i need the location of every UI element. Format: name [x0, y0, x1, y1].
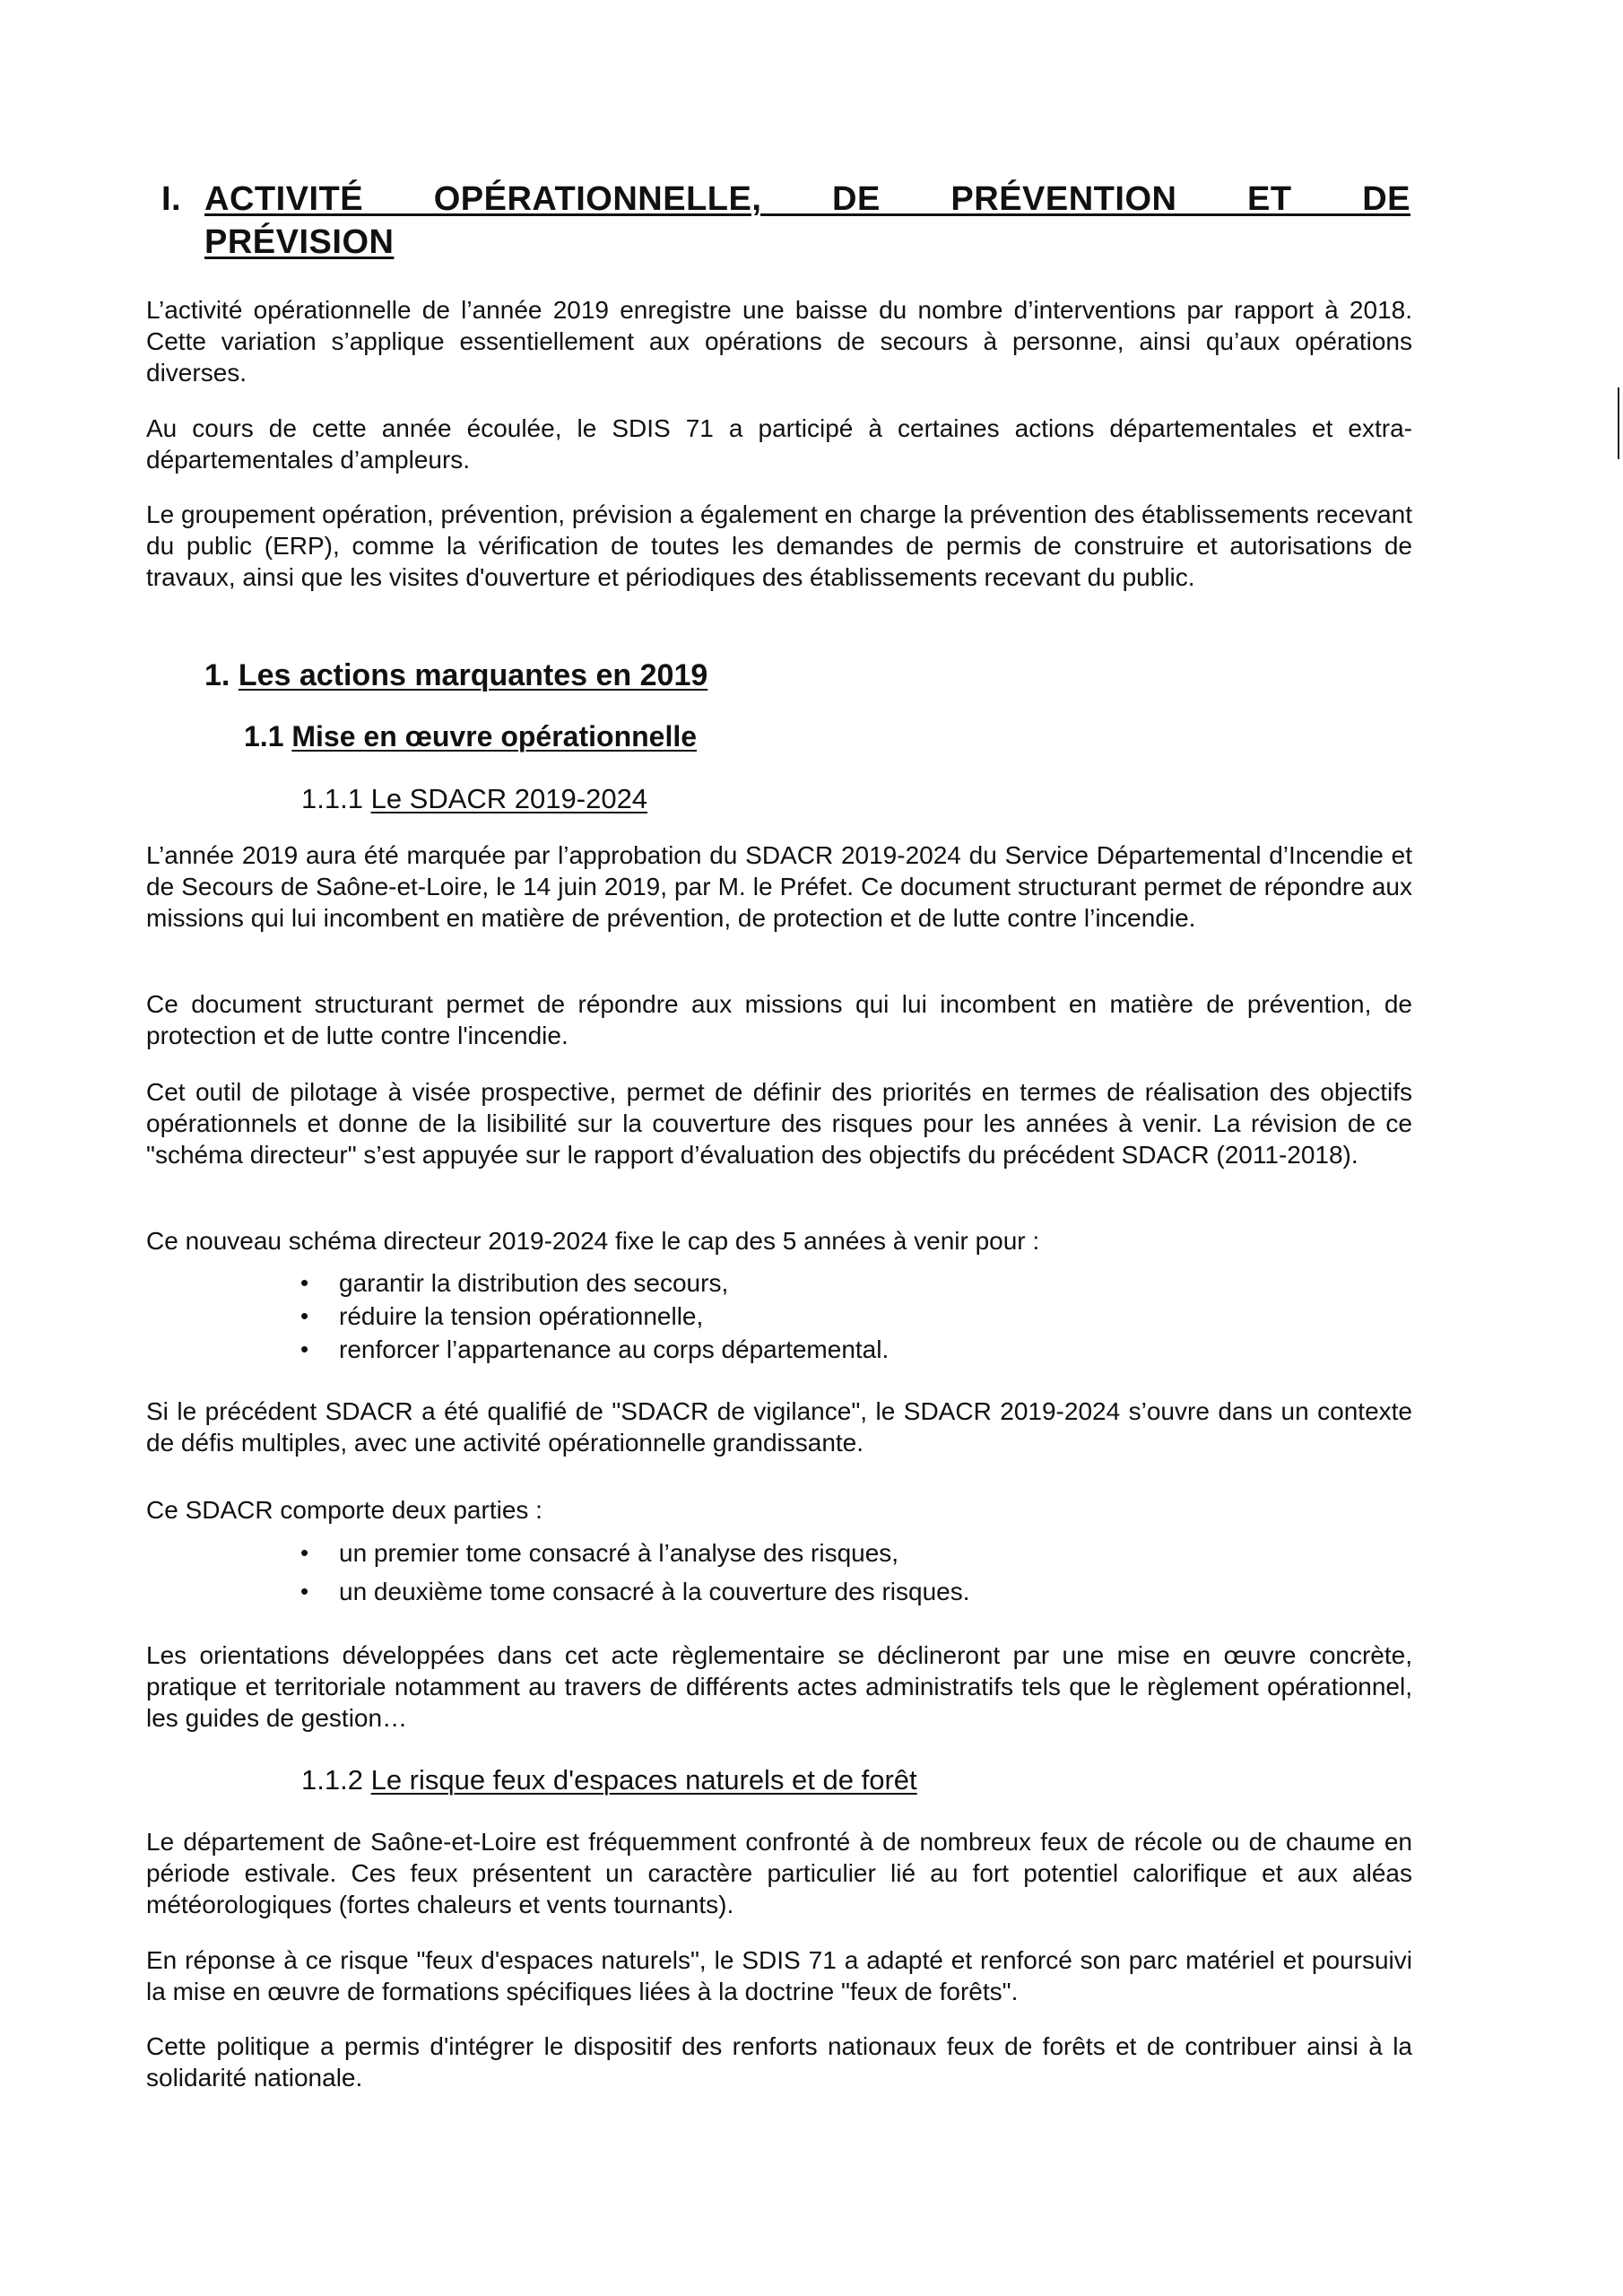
section-1-1-number: 1.1 [244, 720, 284, 752]
section-1-1-2-number: 1.1.2 [301, 1764, 363, 1796]
objectives-list [300, 1266, 1376, 1366]
sdacr-parts-intro: Ce SDACR comporte deux parties : [146, 1496, 542, 1524]
section-1-heading [204, 657, 707, 693]
section-1-1-2-title: Le risque feux d'espaces naturels et de forêt [370, 1764, 917, 1796]
list-item: • renforcer l’appartenance au corps départemental. [300, 1333, 1376, 1366]
sdacr-paragraph-1: L’année 2019 aura été marquée par l’approbation du SDACR 2019-2024 du Service Départemental d’Incendie et de Secours de Saône-et-Loire, le 14 juin 2019, par M. le Préfet. Ce document structurant permet de répondre aux missions qui lui incombent en matière de prévention, de protection et de lutte contre l’incendie. [146, 841, 1412, 932]
sdacr-paragraph-2: Ce document structurant permet de répondre aux missions qui lui incombent en matière de prévention, de protection et de lutte contre l'incendie. [146, 990, 1412, 1049]
section-1-title: Les actions marquantes en 2019 [238, 658, 708, 692]
list-item: • garantir la distribution des secours, [300, 1266, 1376, 1300]
margin-change-bar [1618, 387, 1619, 459]
sdacr-paragraph-4: Ce nouveau schéma directeur 2019-2024 fixe le cap des 5 années à venir pour : [146, 1227, 1040, 1255]
chapter-number: I. [161, 180, 182, 218]
sdacr-paragraph-3: Cet outil de pilotage à visée prospective, permet de définir des priorités en termes de réalisation des objectifs opérationnels et donne de la lisibilité sur la couverture des risques pour les années à venir. La révision de ce "schéma directeur" s’est appuyée sur le rapport d’évaluation des objectifs du précédent SDACR (2011-2018). [146, 1078, 1412, 1169]
section-1-1-heading [244, 718, 697, 754]
chapter-title-line-1: ACTIVITÉ OPÉRATIONNELLE, DE PRÉVENTION ET DE [204, 180, 1410, 218]
forest-paragraph-1: Le département de Saône-et-Loire est fréquemment confronté à de nombreux feux de récole ou de chaume en période estivale. Ces feux présentent un caractère particulier lié au fort potentiel calorifique et aux aléas météorologiques (fortes chaleurs et vents tournants). [146, 1828, 1412, 1918]
section-1-1-2-heading [301, 1762, 917, 1798]
list-item: • réduire la tension opérationnelle, [300, 1300, 1376, 1333]
forest-paragraph-3: Cette politique a permis d'intégrer le dispositif des renforts nationaux feux de forêts et de contribuer ainsi à la solidarité nationale. [146, 2032, 1412, 2092]
chapter-title [204, 178, 1410, 264]
sdacr-paragraph-5: Si le précédent SDACR a été qualifié de "SDACR de vigilance", le SDACR 2019-2024 s’ouvre dans un contexte de défis multiples, avec une activité opérationnelle grandissante. [146, 1397, 1412, 1457]
section-1-1-title: Mise en œuvre opérationnelle [291, 720, 698, 752]
chapter-title-line-2: PRÉVISION [204, 223, 395, 261]
list-item: • un premier tome consacré à l’analyse des risques, [300, 1534, 1376, 1572]
section-1-1-1-number: 1.1.1 [301, 783, 363, 814]
intro-paragraph-3: Le groupement opération, prévention, prévision a également en charge la prévention des établissements recevant du public (ERP), comme la vérification de toutes les demandes de permis de construire et autorisations de travaux, ainsi que les visites d'ouverture et périodiques des établissements recevant du public. [146, 500, 1412, 591]
intro-paragraph-2: Au cours de cette année écoulée, le SDIS 71 a participé à certaines actions départementales et extra-départementales d’ampleurs. [146, 414, 1412, 474]
section-1-number: 1. [204, 658, 230, 692]
section-1-1-1-title: Le SDACR 2019-2024 [370, 783, 648, 814]
section-1-1-1-heading [301, 781, 647, 817]
sdacr-paragraph-final: Les orientations développées dans cet acte règlementaire se déclineront par une mise en œuvre concrète, pratique et territoriale notamment au travers de différents actes administratifs tels que le règlement opérationnel, les guides de gestion… [146, 1641, 1412, 1732]
list-item: • un deuxième tome consacré à la couverture des risques. [300, 1572, 1376, 1611]
parts-list [300, 1534, 1376, 1611]
forest-paragraph-2: En réponse à ce risque "feux d'espaces naturels", le SDIS 71 a adapté et renforcé son parc matériel et poursuivi la mise en œuvre de formations spécifiques liées à la doctrine "feux de forêts". [146, 1946, 1412, 2005]
intro-paragraph-1: L’activité opérationnelle de l’année 2019 enregistre une baisse du nombre d’interventions par rapport à 2018. Cette variation s’applique essentiellement aux opérations de secours à personne, ainsi qu’aux opérations diverses. [146, 296, 1412, 387]
